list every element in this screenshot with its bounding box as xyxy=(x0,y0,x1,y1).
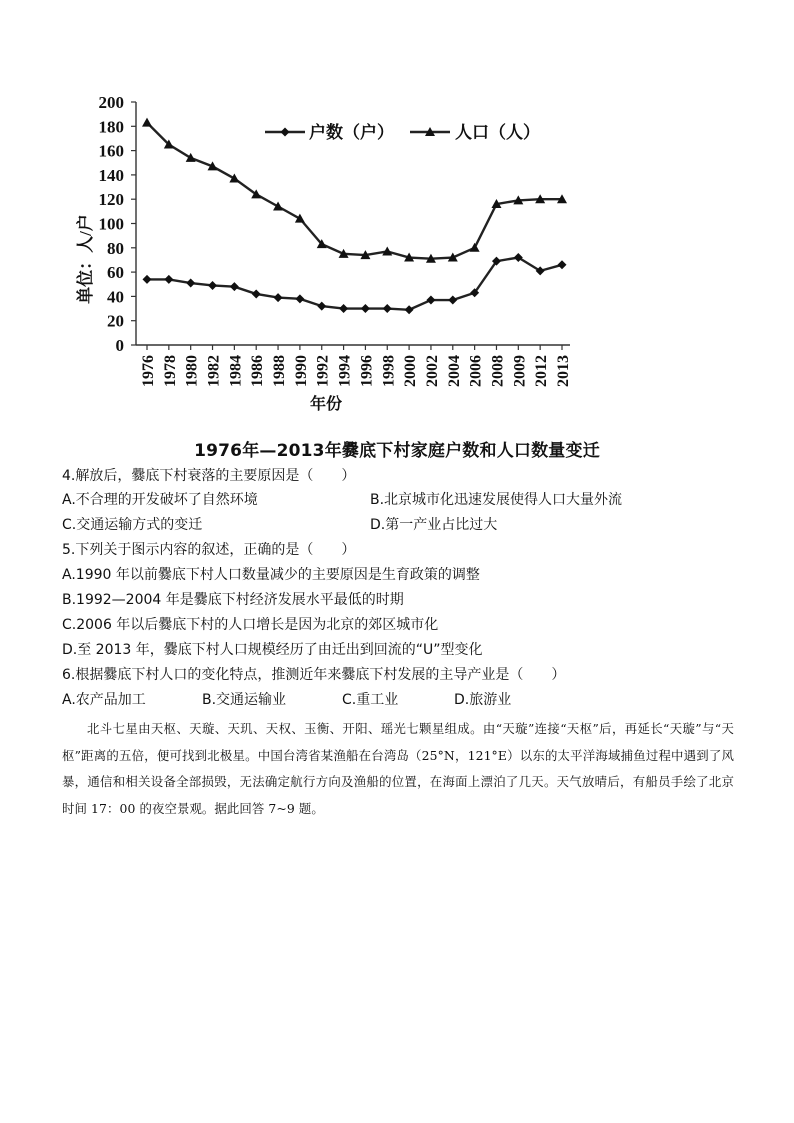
x-tick-label: 2012 xyxy=(533,355,551,387)
reading-passage: 北斗七星由天枢、天璇、天玑、天权、玉衡、开阳、瑶光七颗星组成。由“天璇”连接“天枢”后，再延长“天璇”与“天枢”距离的五倍，便可找到北极星。中国台湾省某渔船在台湾岛（25°N，121°E）以东的太平洋海域捕鱼过程中遇到了风暴，通信和相关设备全部损毁，无法确定航行方向及渔船的位置，在海面上漂泊了几天。天气放晴后，有船员手绘了北京时间 17：00 的夜空景观。据此回答 7~9 题。 xyxy=(62,721,734,816)
households-series-line xyxy=(147,258,562,310)
question-6-option-c: C.重工业 xyxy=(342,692,399,708)
population-household-chart xyxy=(0,0,794,440)
question-5-stem: 5.下列关于图示内容的叙述，正确的是（ ） xyxy=(62,542,356,558)
question-4-option-c: C.交通运输方式的变迁 xyxy=(62,517,203,533)
x-tick-label: 1984 xyxy=(227,355,245,387)
population-data-point xyxy=(142,118,152,127)
y-tick-label: 20 xyxy=(107,311,124,331)
chart-legend xyxy=(265,122,540,143)
question-6-option-d: D.旅游业 xyxy=(454,692,512,708)
x-tick-label: 2006 xyxy=(467,355,485,387)
y-tick-label: 40 xyxy=(107,287,124,307)
x-tick-label: 1976 xyxy=(140,355,157,387)
households-data-point xyxy=(143,275,152,284)
y-tick-label: 0 xyxy=(115,336,124,355)
legend-households-label: 户数（户） xyxy=(309,123,394,143)
households-data-point xyxy=(274,293,283,302)
population-data-point xyxy=(186,153,196,162)
households-data-point xyxy=(405,305,414,314)
x-tick-label: 1988 xyxy=(271,355,289,387)
question-4-option-d: D.第一产业占比过大 xyxy=(370,517,498,533)
y-tick-label: 140 xyxy=(98,165,124,185)
question-4-stem: 4.解放后，爨底下村衰落的主要原因是（ ） xyxy=(62,468,356,484)
households-data-point xyxy=(208,281,217,290)
households-data-point xyxy=(339,304,348,313)
y-tick-label: 60 xyxy=(107,263,124,283)
x-tick-label: 2008 xyxy=(489,355,507,387)
x-tick-label: 2002 xyxy=(423,355,441,387)
households-data-point xyxy=(426,296,435,305)
population-data-point xyxy=(273,201,283,210)
y-tick-label: 180 xyxy=(98,117,124,137)
question-6-stem: 6.根据爨底下村人口的变化特点，推测近年来爨底下村发展的主导产业是（ ） xyxy=(62,667,566,683)
x-tick-label: 1980 xyxy=(183,355,201,387)
x-tick-label: 1996 xyxy=(358,355,376,387)
y-axis-label: 单位：人/户 xyxy=(76,214,95,304)
x-tick-label: 1986 xyxy=(249,355,267,387)
x-axis-ticks xyxy=(140,345,572,387)
households-data-point xyxy=(230,282,239,291)
y-tick-label: 100 xyxy=(98,214,124,234)
x-tick-label: 2004 xyxy=(445,355,463,387)
x-tick-label: 1994 xyxy=(336,355,354,387)
x-tick-label: 2009 xyxy=(511,355,529,387)
question-4-option-b: B.北京城市化迅速发展使得人口大量外流 xyxy=(370,492,623,508)
question-6-option-b: B.交通运输业 xyxy=(202,692,287,708)
x-tick-label: 1982 xyxy=(205,355,223,387)
question-5-option-a: A.1990 年以前爨底下村人口数量减少的主要原因是生育政策的调整 xyxy=(62,567,480,583)
chart-caption: 1976年—2013年爨底下村家庭户数和人口数量变迁 xyxy=(194,441,600,461)
y-tick-label: 120 xyxy=(98,190,124,210)
x-tick-label: 2000 xyxy=(402,355,420,387)
population-series-line xyxy=(147,123,562,259)
y-tick-label: 80 xyxy=(107,238,124,258)
households-data-point xyxy=(383,304,392,313)
x-tick-label: 1990 xyxy=(292,355,310,387)
x-axis-label: 年份 xyxy=(309,394,343,413)
households-data-point xyxy=(448,296,457,305)
question-5-option-d: D.至 2013 年，爨底下村人口规模经历了由迁出到回流的“U”型变化 xyxy=(62,642,483,658)
households-data-point xyxy=(317,302,326,311)
x-tick-label: 1978 xyxy=(161,355,179,387)
question-4-option-a: A.不合理的开发破坏了自然环境 xyxy=(62,492,258,508)
question-5-option-c: C.2006 年以后爨底下村的人口增长是因为北京的郊区城市化 xyxy=(62,617,439,633)
x-tick-label: 1998 xyxy=(380,355,398,387)
y-tick-label: 160 xyxy=(98,141,124,161)
y-tick-label: 200 xyxy=(98,93,124,112)
population-data-point xyxy=(229,174,239,183)
legend-households-marker xyxy=(281,128,290,137)
population-data-point xyxy=(295,214,305,223)
legend-population-label: 人口（人） xyxy=(455,123,540,143)
x-tick-label: 2013 xyxy=(555,355,572,387)
population-data-point xyxy=(470,243,480,252)
households-data-point xyxy=(164,275,173,284)
question-6-option-a: A.农产品加工 xyxy=(62,692,146,708)
question-5-option-b: B.1992—2004 年是爨底下村经济发展水平最低的时期 xyxy=(62,592,404,608)
households-data-point xyxy=(361,304,370,313)
x-tick-label: 1992 xyxy=(314,355,332,387)
series-lines xyxy=(147,123,562,310)
households-data-point xyxy=(252,289,261,298)
households-data-point xyxy=(186,279,195,288)
households-data-point xyxy=(558,260,567,269)
y-axis-ticks xyxy=(99,93,137,355)
households-data-point xyxy=(295,294,304,303)
